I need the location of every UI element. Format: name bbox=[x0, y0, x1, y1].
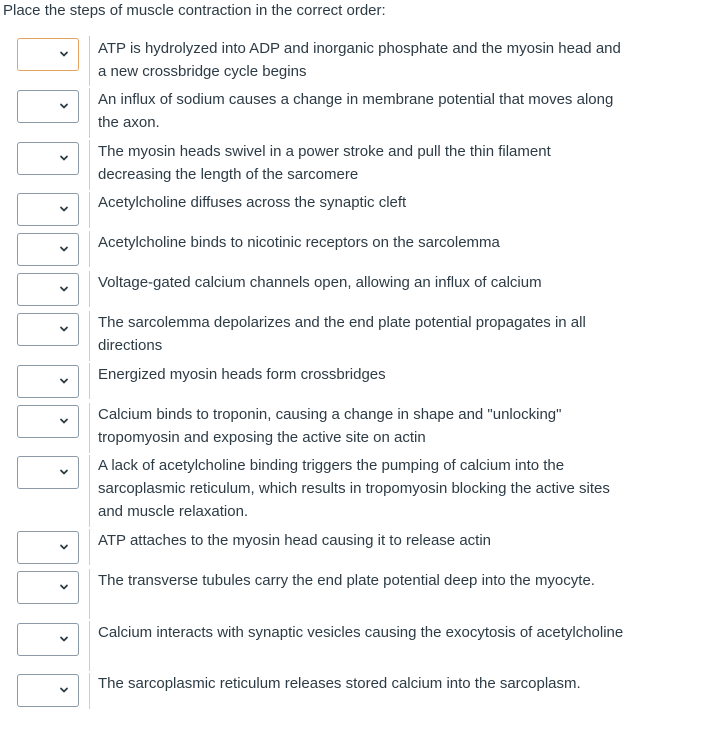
step-7-text: The sarcolemma depolarizes and the end plate potential propagates in all directions bbox=[98, 314, 586, 354]
row-divider bbox=[89, 621, 90, 671]
chevron-down-icon bbox=[59, 153, 69, 163]
step-1-order-select[interactable] bbox=[17, 38, 79, 71]
step-5-text: Acetylcholine binds to nicotinic receptors on the sarcolemma bbox=[98, 234, 500, 251]
step-11-order-select[interactable] bbox=[17, 531, 79, 564]
chevron-down-icon bbox=[59, 204, 69, 214]
step-10-text: A lack of acetylcholine binding triggers the pumping of calcium into the sarcoplasmic reticulum, which results in tropomyosin blocking the active sites and muscle relaxation. bbox=[98, 457, 610, 520]
step-12-text: The transverse tubules carry the end plate potential deep into the myocyte. bbox=[98, 572, 595, 589]
step-4-text: Acetylcholine diffuses across the synaptic cleft bbox=[98, 194, 407, 211]
step-6-text: Voltage-gated calcium channels open, allowing an influx of calcium bbox=[98, 274, 542, 291]
chevron-down-icon bbox=[59, 467, 69, 477]
step-8-text: Energized myosin heads form crossbridges bbox=[98, 366, 386, 383]
chevron-down-icon bbox=[59, 685, 69, 695]
step-7-order-select[interactable] bbox=[17, 313, 79, 346]
chevron-down-icon bbox=[59, 244, 69, 254]
chevron-down-icon bbox=[59, 49, 69, 59]
row-divider bbox=[89, 455, 90, 527]
row-divider bbox=[89, 569, 90, 619]
chevron-down-icon bbox=[59, 416, 69, 426]
step-9-order-select[interactable] bbox=[17, 405, 79, 438]
chevron-down-icon bbox=[59, 376, 69, 386]
chevron-down-icon bbox=[59, 284, 69, 294]
step-2-order-select[interactable] bbox=[17, 90, 79, 123]
chevron-down-icon bbox=[59, 582, 69, 592]
chevron-down-icon bbox=[59, 324, 69, 334]
step-13-order-select[interactable] bbox=[17, 623, 79, 656]
step-12-order-select[interactable] bbox=[17, 571, 79, 604]
chevron-down-icon bbox=[59, 634, 69, 644]
step-6-order-select[interactable] bbox=[17, 273, 79, 306]
step-11-text: ATP attaches to the myosin head causing it to release actin bbox=[98, 532, 492, 549]
row-divider bbox=[89, 36, 90, 86]
chevron-down-icon bbox=[59, 101, 69, 111]
step-2-text: An influx of sodium causes a change in membrane potential that moves along the axon. bbox=[98, 91, 614, 131]
step-14-text: The sarcoplasmic reticulum releases stored calcium into the sarcoplasm. bbox=[98, 675, 581, 692]
step-10-order-select[interactable] bbox=[17, 456, 79, 489]
chevron-down-icon bbox=[59, 542, 69, 552]
step-13-text: Calcium interacts with synaptic vesicles causing the exocytosis of acetylcholine bbox=[98, 624, 624, 641]
row-divider bbox=[89, 363, 90, 399]
step-3-order-select[interactable] bbox=[17, 142, 79, 175]
step-5-order-select[interactable] bbox=[17, 233, 79, 266]
row-divider bbox=[89, 140, 90, 190]
step-9-text: Calcium binds to troponin, causing a change in shape and "unlocking" tropomyosin and exposing the active site on actin bbox=[98, 406, 562, 446]
row-divider bbox=[89, 529, 90, 565]
row-divider bbox=[89, 271, 90, 307]
row-divider bbox=[89, 673, 90, 709]
row-divider bbox=[89, 192, 90, 228]
step-14-order-select[interactable] bbox=[17, 674, 79, 707]
step-4-order-select[interactable] bbox=[17, 193, 79, 226]
question-prompt: Place the steps of muscle contraction in the correct order: bbox=[3, 2, 386, 19]
step-1-text: ATP is hydrolyzed into ADP and inorganic phosphate and the myosin head and a new crossbridge cycle begins bbox=[98, 40, 621, 80]
row-divider bbox=[89, 311, 90, 361]
row-divider bbox=[89, 403, 90, 453]
step-8-order-select[interactable] bbox=[17, 365, 79, 398]
row-divider bbox=[89, 231, 90, 267]
step-3-text: The myosin heads swivel in a power stroke and pull the thin filament decreasing the length of the sarcomere bbox=[98, 143, 551, 183]
row-divider bbox=[89, 88, 90, 138]
